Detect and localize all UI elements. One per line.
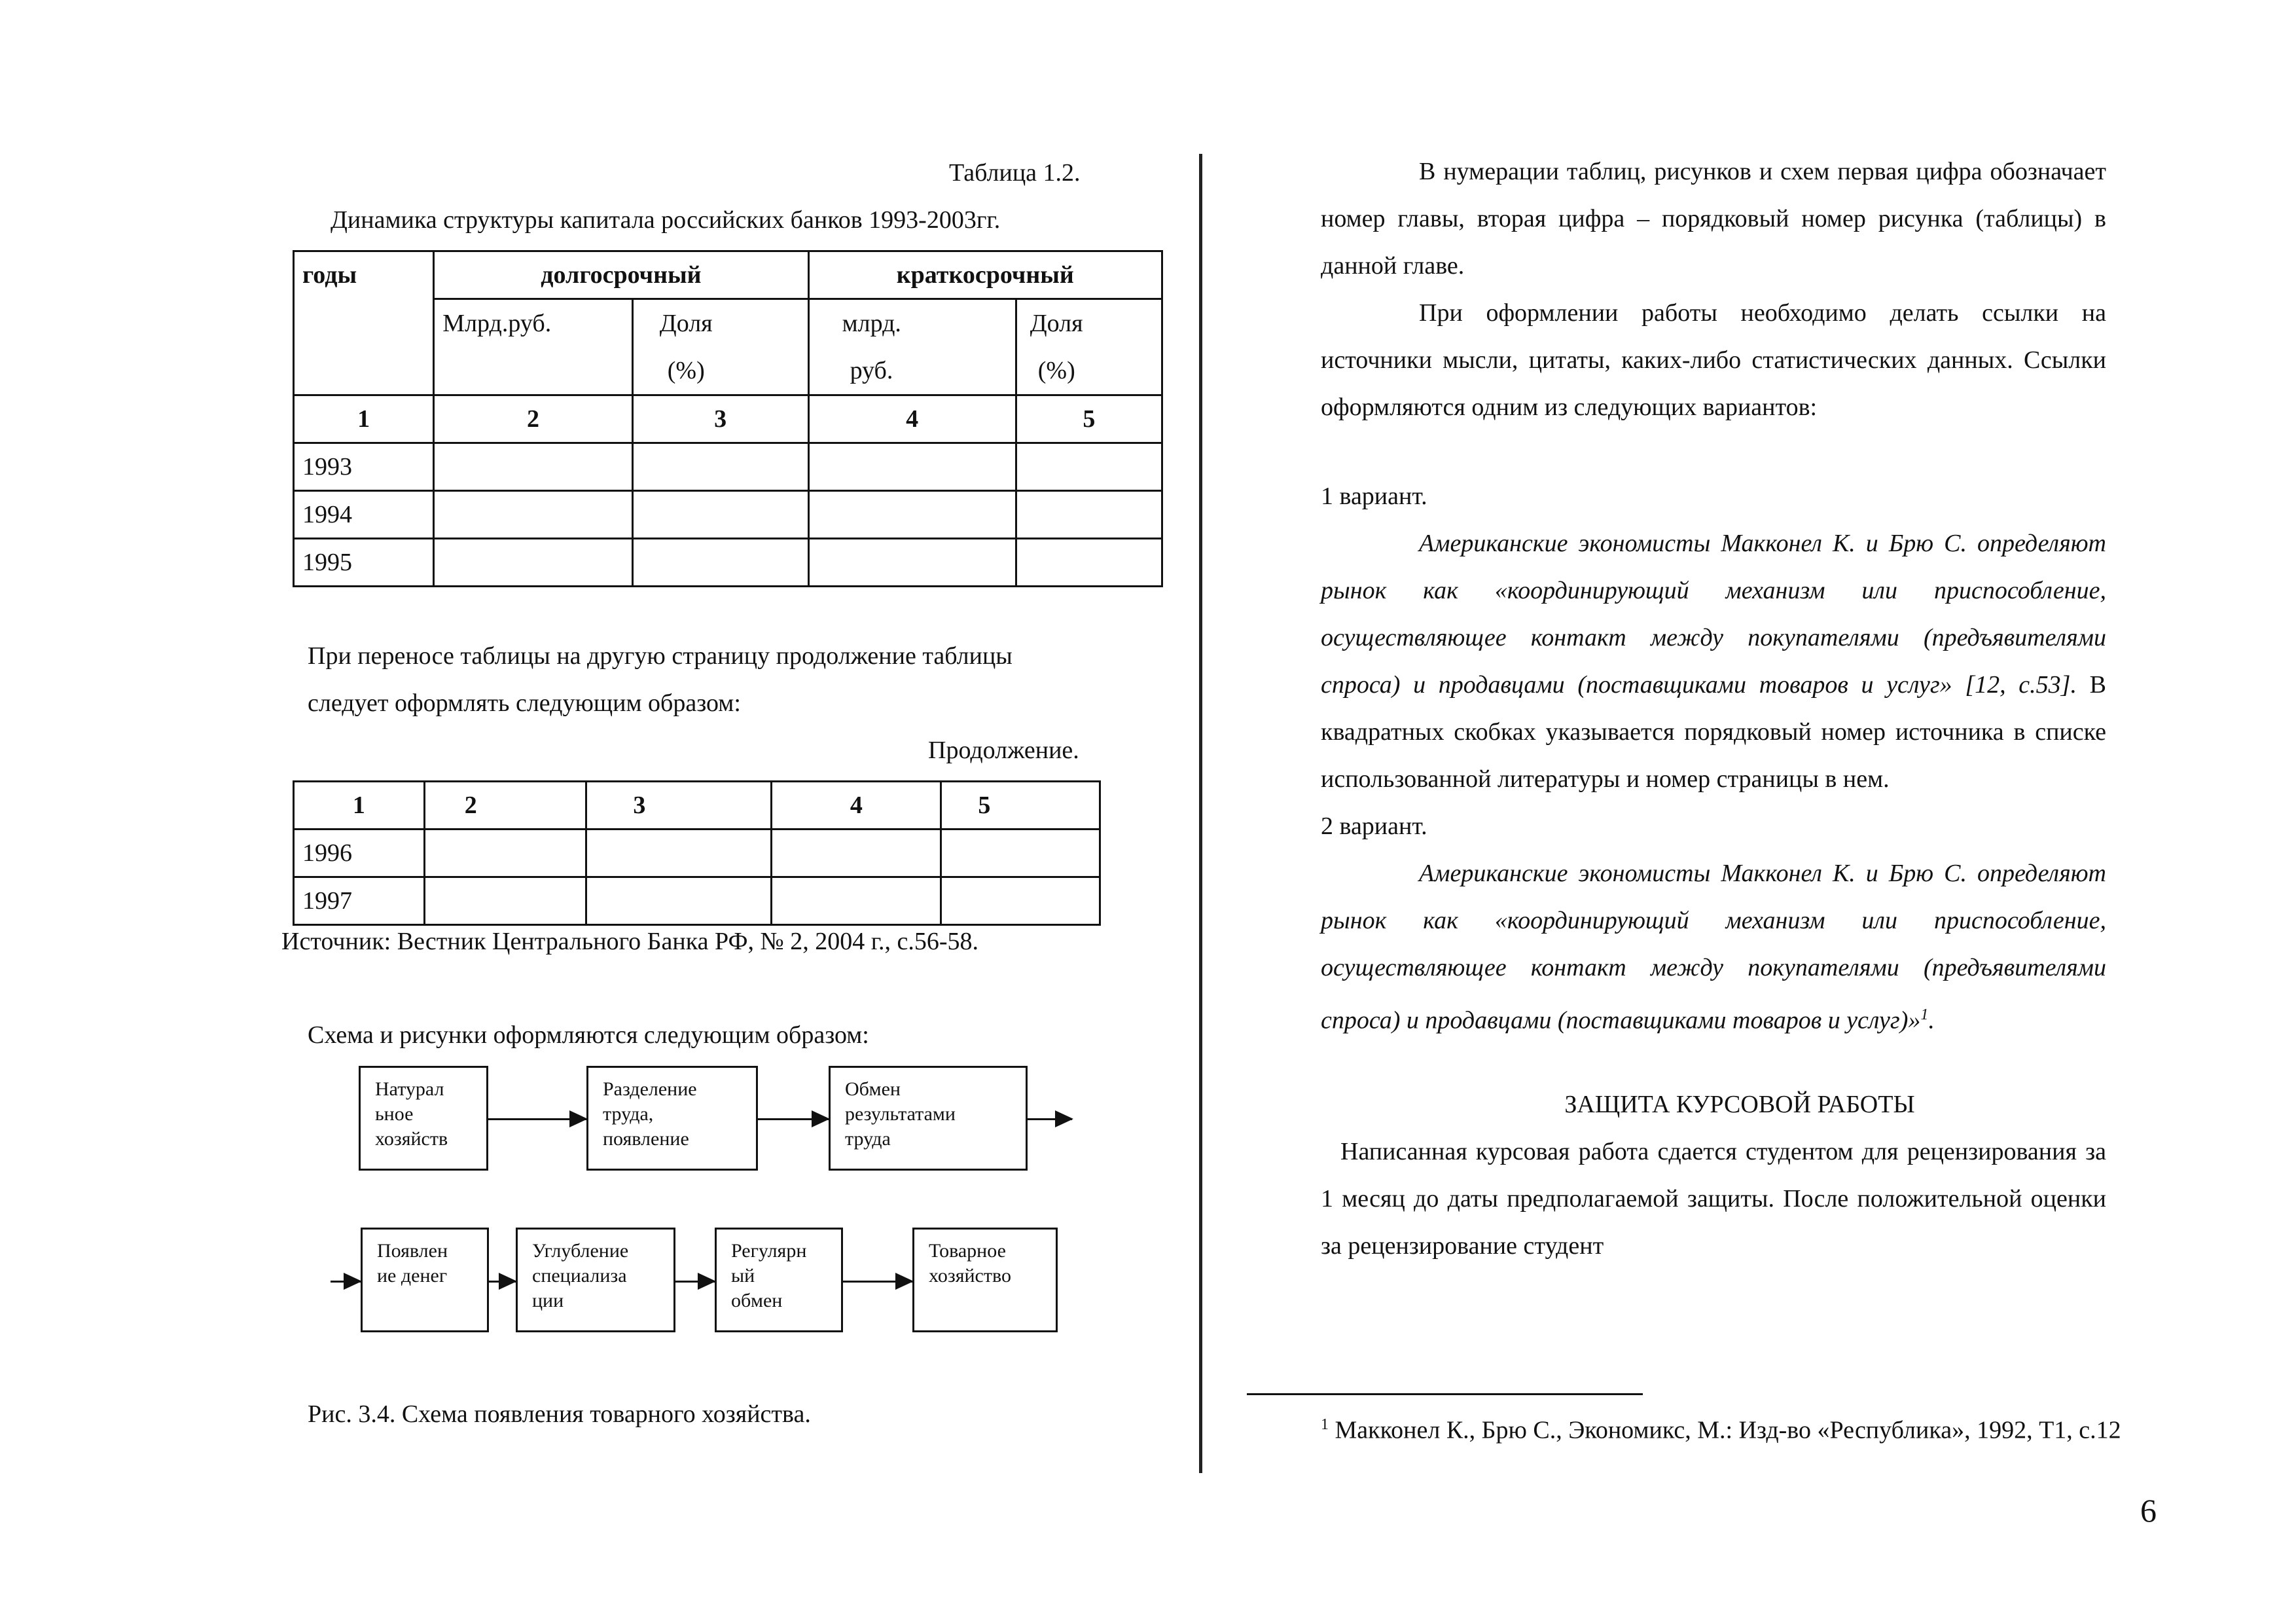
diagram-box-money: Появлен ие денег <box>361 1228 489 1332</box>
table-row <box>294 491 1162 539</box>
row-year: 1993 <box>294 443 434 491</box>
diagram-box-division-of-labor: Разделение труда, появление <box>586 1066 758 1171</box>
table-row <box>294 443 1162 491</box>
variant-1-tail: В квадратных скобках указывается порядковый номер источника в списке использованной литературы и номер страницы в нем. <box>1321 671 2106 793</box>
subheader-share-short: Доля (%) <box>1016 299 1162 395</box>
arrow-icon <box>331 1281 361 1283</box>
diagram-box-specialization: Углубление специализа ции <box>516 1228 675 1332</box>
table-row <box>294 539 1162 587</box>
data-table-1 <box>293 250 1163 587</box>
transfer-text-line1: При переносе таблицы на другую страницу продолжение таблицы <box>308 642 1013 670</box>
footnote-ref: 1 <box>1920 1006 1929 1023</box>
header-short-term: краткосрочный <box>808 251 1162 299</box>
subheader-bln-rub-short: млрд. руб. <box>808 299 1016 395</box>
col-number: 4 <box>772 782 941 830</box>
col-number: 2 <box>424 782 586 830</box>
col-number: 3 <box>632 395 808 443</box>
variant-2-end: . <box>1928 1006 1935 1034</box>
col-number: 5 <box>1016 395 1162 443</box>
footnote-separator <box>1247 1393 1643 1395</box>
col-number: 5 <box>941 782 1100 830</box>
header-years: годы <box>294 251 434 395</box>
column-divider <box>1199 154 1202 1473</box>
subheader-bln-rub: Млрд.руб. <box>434 299 633 395</box>
diagram-box-exchange: Обмен результатами труда <box>829 1066 1028 1171</box>
row-year: 1994 <box>294 491 434 539</box>
col-number: 3 <box>586 782 772 830</box>
table-title: Динамика структуры капитала российских банков 1993-2003гг. <box>331 206 1001 234</box>
table-source: Источник: Вестник Центрального Банка РФ, № 2, 2004 г., с.56-58. <box>281 928 979 955</box>
continuation-label: Продолжение. <box>928 737 1079 764</box>
figure-caption: Рис. 3.4. Схема появления товарного хозяйства. <box>308 1400 811 1428</box>
row-year: 1996 <box>294 830 425 877</box>
diagram-box-regular-exchange: Регулярн ый обмен <box>715 1228 843 1332</box>
row-year: 1995 <box>294 539 434 587</box>
arrow-icon <box>758 1118 829 1120</box>
data-table-2 <box>293 780 1101 926</box>
section-title: ЗАЩИТА КУРСОВОЙ РАБОТЫ <box>1564 1090 1915 1118</box>
table-caption: Таблица 1.2. <box>949 159 1081 187</box>
transfer-text-line2: следует оформлять следующим образом: <box>308 689 741 717</box>
col-number: 1 <box>294 782 425 830</box>
paragraph-defense: Написанная курсовая работа сдается студентом для рецензирования за 1 месяц до даты предполагаемой защиты. После положительной оценки за рецензирование студент <box>1321 1137 2106 1260</box>
arrow-icon <box>1028 1118 1072 1120</box>
paragraph-numbering: В нумерации таблиц, рисунков и схем первая цифра обозначает номер главы, вторая цифра – порядковый номер рисунка (таблицы) в данной главе. <box>1321 158 2106 280</box>
arrow-icon <box>489 1281 516 1283</box>
scheme-intro: Схема и рисунки оформляются следующим образом: <box>308 1021 869 1049</box>
arrow-icon <box>843 1281 912 1283</box>
subheader-share: Доля (%) <box>632 299 808 395</box>
col-number: 4 <box>808 395 1016 443</box>
col-number: 1 <box>294 395 434 443</box>
variant-2-text <box>1321 850 2106 1044</box>
footnote-mark: 1 <box>1321 1416 1329 1433</box>
page-number: 6 <box>2140 1492 2157 1529</box>
footnote <box>1321 1408 2172 1448</box>
col-number: 2 <box>434 395 633 443</box>
variant-2-label: 2 вариант. <box>1321 812 1427 840</box>
diagram-box-natural-economy: Натурал ьное хозяйств <box>359 1066 488 1171</box>
variant-1-label: 1 вариант. <box>1321 483 1427 510</box>
header-long-term: долгосрочный <box>434 251 808 299</box>
table-row <box>294 830 1100 877</box>
row-year: 1997 <box>294 877 425 925</box>
right-column-text <box>1321 148 2106 1269</box>
footnote-text: Макконел К., Брю С., Экономикс, М.: Изд-во «Республика», 1992, Т1, с.12 <box>1329 1416 2121 1444</box>
paragraph-references: При оформлении работы необходимо делать ссылки на источники мысли, цитаты, каких-либо статистических данных. Ссылки оформляются одним из следующих вариантов: <box>1321 299 2106 421</box>
arrow-icon <box>675 1281 715 1283</box>
variant-1-quote: Американские экономисты Макконел К. и Брю С. определяют рынок как «координирующий механизм или приспособление, осуществляющее контакт между покупателями (предъявителями спроса) и продавцами (поставщиками товаров и услуг» [12, с.53]. <box>1321 530 2106 699</box>
variant-1-text <box>1321 520 2106 803</box>
variant-2-quote: Американские экономисты Макконел К. и Брю С. определяют рынок как «координирующий механизм или приспособление, осуществляющее контакт между покупателями (предъявителями спроса) и продавцами (поставщиками товаров и услуг)» <box>1321 860 2106 1034</box>
diagram-box-commodity-economy: Товарное хозяйство <box>912 1228 1058 1332</box>
arrow-icon <box>488 1118 586 1120</box>
